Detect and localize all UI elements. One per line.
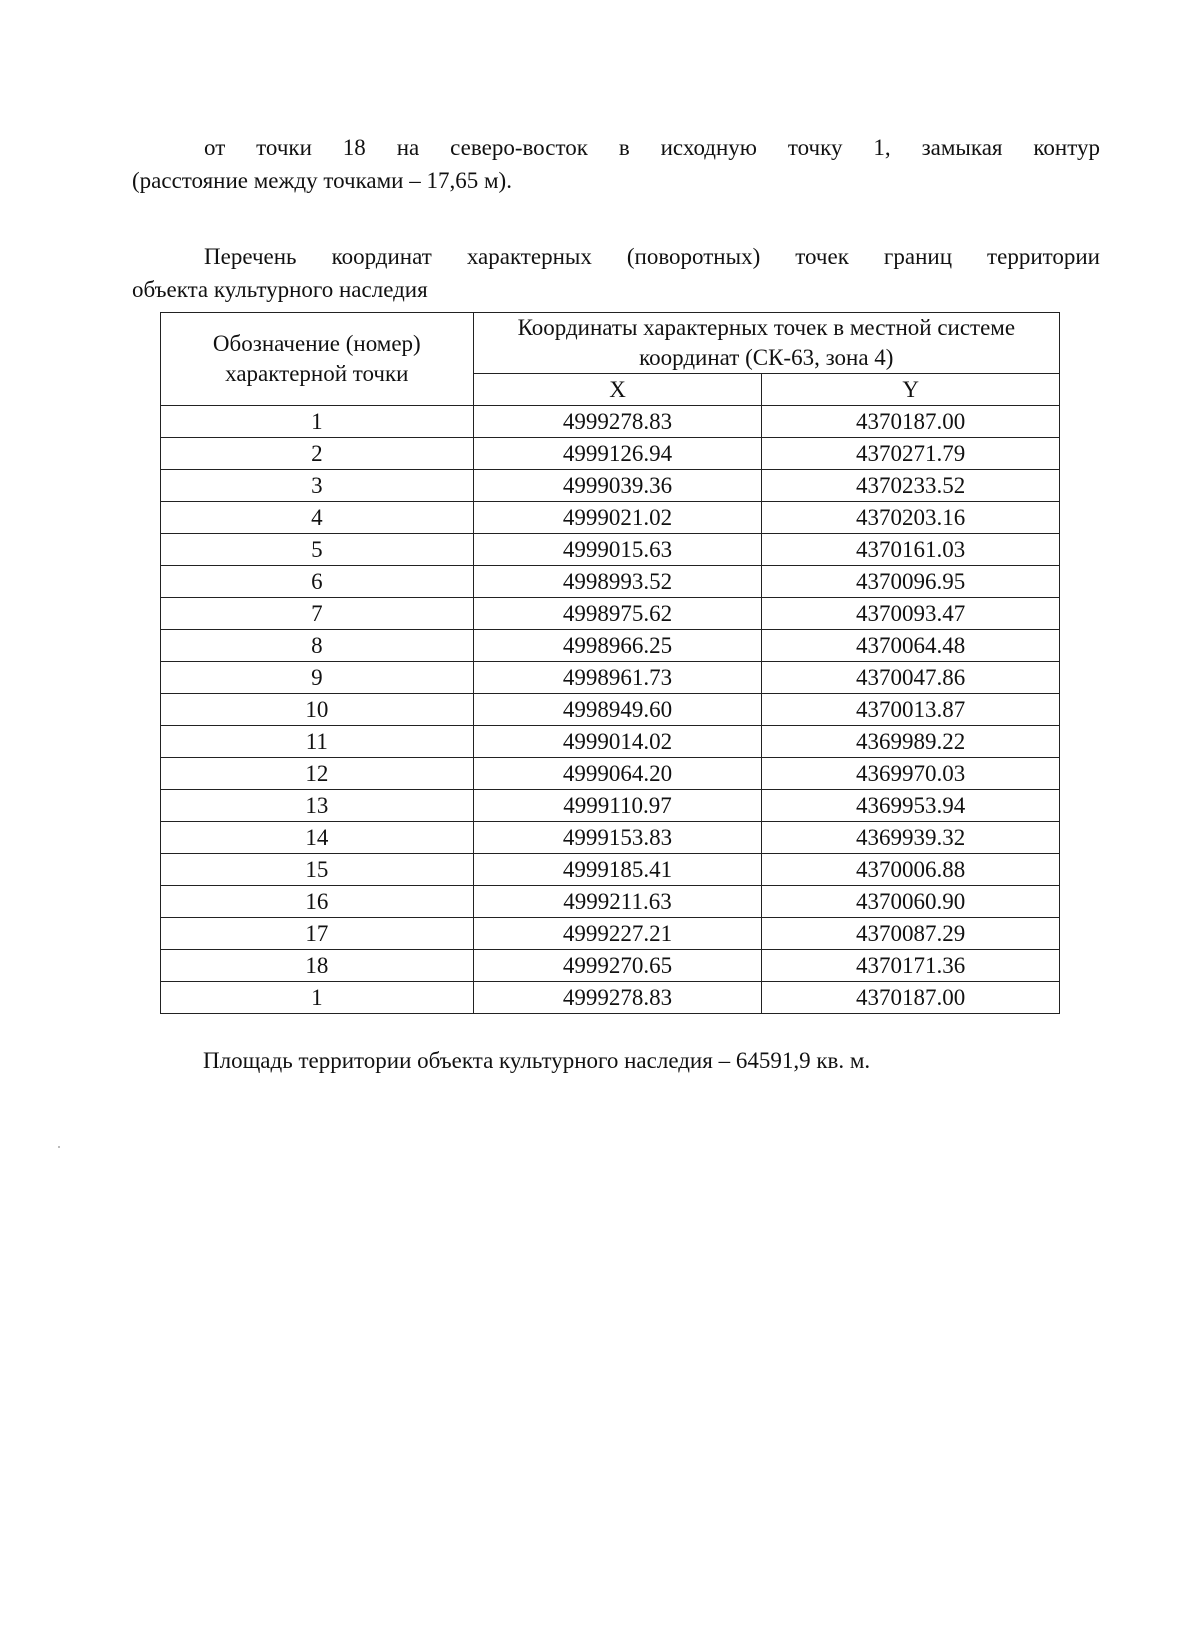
point-number-cell: 5: [161, 534, 474, 566]
header-y: Y: [762, 374, 1060, 406]
list-heading: [132, 240, 1100, 306]
point-number-cell: 2: [161, 438, 474, 470]
point-number-cell: 14: [161, 822, 474, 854]
table-row: [161, 790, 1060, 822]
point-number-cell: 7: [161, 598, 474, 630]
area-statement: Площадь территории объекта культурного наследия – 64591,9 кв. м.: [203, 1048, 871, 1073]
y-coordinate-cell: 4370187.00: [762, 406, 1060, 438]
point-number-cell: 4: [161, 502, 474, 534]
table-row: [161, 950, 1060, 982]
table-row: [161, 630, 1060, 662]
table-row: [161, 566, 1060, 598]
y-coordinate-cell: 4370006.88: [762, 854, 1060, 886]
coordinates-table: [160, 312, 1060, 1014]
header-coordinates: Координаты характерных точек в местной системе координат (СК-63, зона 4): [473, 313, 1059, 374]
x-coordinate-cell: 4999211.63: [473, 886, 762, 918]
table-row: [161, 822, 1060, 854]
x-coordinate-cell: 4999185.41: [473, 854, 762, 886]
table-row: [161, 502, 1060, 534]
coordinates-table-header: [161, 313, 1060, 406]
table-row: [161, 758, 1060, 790]
y-coordinate-cell: 4369953.94: [762, 790, 1060, 822]
intro-paragraph-line-2: (расстояние между точками – 17,65 м).: [132, 168, 512, 193]
point-number-cell: 3: [161, 470, 474, 502]
x-coordinate-cell: 4999278.83: [473, 406, 762, 438]
intro-paragraph-line-1: от точки 18 на северо-восток в исходную точку 1, замыкая контур: [204, 135, 1100, 160]
x-coordinate-cell: 4999014.02: [473, 726, 762, 758]
table-row: [161, 886, 1060, 918]
y-coordinate-cell: 4369970.03: [762, 758, 1060, 790]
table-row: [161, 598, 1060, 630]
coordinates-table-body: [161, 406, 1060, 1014]
point-number-cell: 10: [161, 694, 474, 726]
table-row: [161, 534, 1060, 566]
header-point-designation: Обозначение (номер) характерной точки: [161, 313, 474, 406]
point-number-cell: 15: [161, 854, 474, 886]
x-coordinate-cell: 4999153.83: [473, 822, 762, 854]
x-coordinate-cell: 4998966.25: [473, 630, 762, 662]
list-heading-line-1: Перечень координат характерных (поворотных) точек границ территории: [204, 244, 1100, 269]
table-row: [161, 438, 1060, 470]
point-number-cell: 18: [161, 950, 474, 982]
point-number-cell: 8: [161, 630, 474, 662]
table-row: [161, 406, 1060, 438]
x-coordinate-cell: 4999015.63: [473, 534, 762, 566]
y-coordinate-cell: 4370047.86: [762, 662, 1060, 694]
x-coordinate-cell: 4998949.60: [473, 694, 762, 726]
x-coordinate-cell: 4999064.20: [473, 758, 762, 790]
table-row: [161, 470, 1060, 502]
table-row: [161, 854, 1060, 886]
point-number-cell: 16: [161, 886, 474, 918]
y-coordinate-cell: 4370233.52: [762, 470, 1060, 502]
point-number-cell: 17: [161, 918, 474, 950]
y-coordinate-cell: 4370093.47: [762, 598, 1060, 630]
y-coordinate-cell: 4370171.36: [762, 950, 1060, 982]
x-coordinate-cell: 4999110.97: [473, 790, 762, 822]
x-coordinate-cell: 4998975.62: [473, 598, 762, 630]
x-coordinate-cell: 4999039.36: [473, 470, 762, 502]
y-coordinate-cell: 4369989.22: [762, 726, 1060, 758]
point-number-cell: 13: [161, 790, 474, 822]
x-coordinate-cell: 4999270.65: [473, 950, 762, 982]
table-row: [161, 982, 1060, 1014]
y-coordinate-cell: 4370087.29: [762, 918, 1060, 950]
y-coordinate-cell: 4370271.79: [762, 438, 1060, 470]
point-number-cell: 1: [161, 406, 474, 438]
scan-speck: [58, 1146, 60, 1148]
x-coordinate-cell: 4999126.94: [473, 438, 762, 470]
x-coordinate-cell: 4999278.83: [473, 982, 762, 1014]
y-coordinate-cell: 4370187.00: [762, 982, 1060, 1014]
point-number-cell: 9: [161, 662, 474, 694]
y-coordinate-cell: 4370064.48: [762, 630, 1060, 662]
table-row: [161, 918, 1060, 950]
point-number-cell: 1: [161, 982, 474, 1014]
y-coordinate-cell: 4370013.87: [762, 694, 1060, 726]
y-coordinate-cell: 4369939.32: [762, 822, 1060, 854]
intro-paragraph: [132, 131, 1100, 197]
y-coordinate-cell: 4370096.95: [762, 566, 1060, 598]
list-heading-line-2: объекта культурного наследия: [132, 277, 428, 302]
point-number-cell: 11: [161, 726, 474, 758]
x-coordinate-cell: 4998961.73: [473, 662, 762, 694]
table-row: [161, 726, 1060, 758]
point-number-cell: 6: [161, 566, 474, 598]
table-row: [161, 694, 1060, 726]
header-x: X: [473, 374, 762, 406]
x-coordinate-cell: 4998993.52: [473, 566, 762, 598]
point-number-cell: 12: [161, 758, 474, 790]
y-coordinate-cell: 4370161.03: [762, 534, 1060, 566]
x-coordinate-cell: 4999021.02: [473, 502, 762, 534]
table-row: [161, 662, 1060, 694]
y-coordinate-cell: 4370203.16: [762, 502, 1060, 534]
y-coordinate-cell: 4370060.90: [762, 886, 1060, 918]
x-coordinate-cell: 4999227.21: [473, 918, 762, 950]
